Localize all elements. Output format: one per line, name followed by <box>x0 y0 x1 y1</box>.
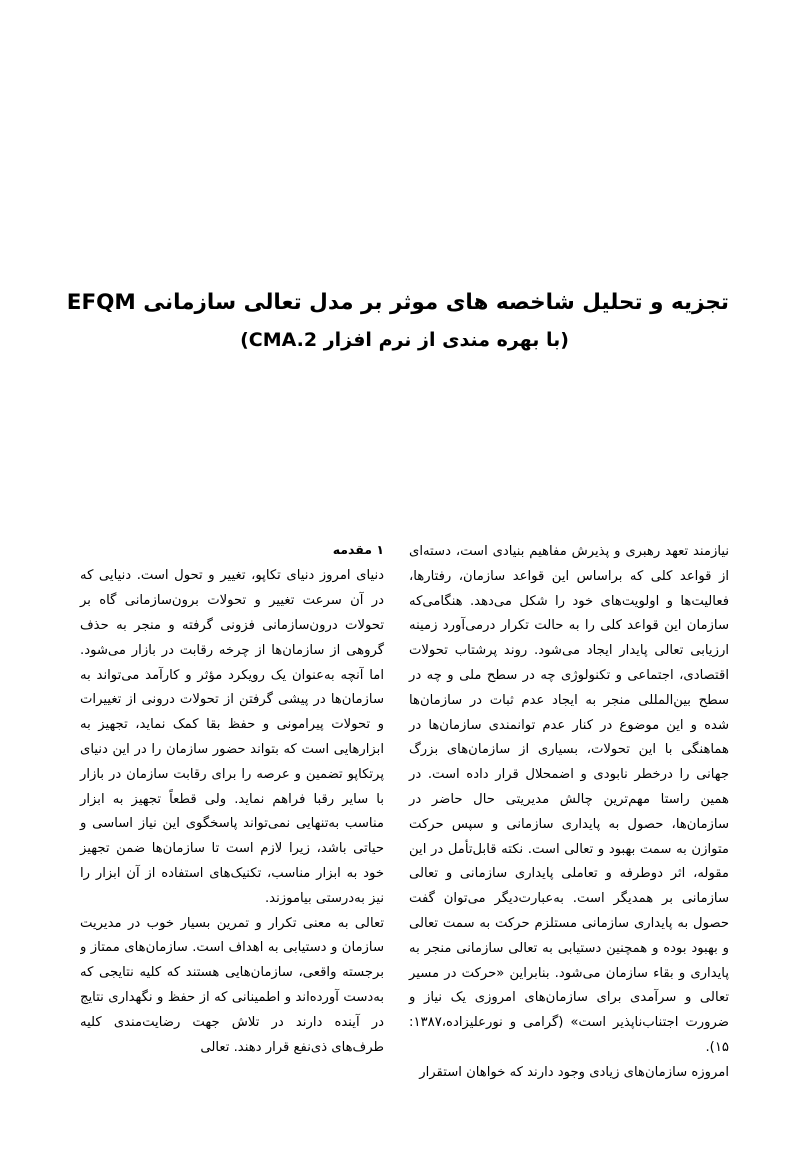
paragraph: نیازمند تعهد رهبری و پذیرش مفاهیم بنیادی است، دسته‌ای از قواعد کلی که براساس این قواعد سازمان، رفتارها، فعالیت‌ها و اولویت‌های خود را شکل می‌دهد. هنگامی‌که سازمان این قواعد کلی را به حالت تکرار درمی‌آورد زمینه ارزیابی تعالی پایدار ایجاد می‌شود. روند پرشتاب تحولات اقتصادی، اجتماعی و تکنولوژی چه در سطح ملی و چه در سطح بین‌المللی منجر به ایجاد عدم ثبات در سازمان‌ها شده و این موضوع در کنار عدم توانمندی سازمان‌ها در هماهنگی با این تحولات، بسیاری از سازمان‌های بزرگ جهانی را درخطر نابودی و اضمحلال قرار داده است. در همین راستا مهم‌ترین چالش مدیریتی حال حاضر در سازمان‌ها، حصول به پایداری سازمانی و سپس حرکت متوازن به سمت بهبود و تعالی است. نکته قابل‌تأمل در این مقوله، اثر دوطرفه و تعاملی پایداری سازمانی و تعالی سازمانی بر همدیگر است. به‌عبارت‌دیگر می‌توان گفت حصول به پایداری سازمانی مستلزم حرکت به سمت تعالی و بهبود بوده و همچنین دستیابی به تعالی سازمانی منجر به پایداری و بقاء سازمان می‌شود. بنابراین «حرکت در مسیر تعالی و سرآمدی برای سازمان‌های امروزی یک نیاز و ضرورت اجتناب‌ناپذیر است» (گرامی و نورعلیزاده،۱۳۸۷: ۱۵). <box>409 544 729 1055</box>
column-right <box>80 540 384 1060</box>
column-left <box>409 540 729 1080</box>
title-block <box>66 288 729 354</box>
page-title: تجزیه و تحلیل شاخصه های موثر بر مدل تعالی سازمانی EFQM <box>66 290 729 315</box>
paragraph: تعالی به معنی تکرار و تمرین بسیار خوب در مدیریت سازمان و دستیابی به اهداف است. سازمان‌های ممتاز و برجسته واقعی، سازمان‌هایی هستند که کلیه نتایجی که به‌دست آورده‌اند و اطمینانی که از حفظ و نگهداری نتایج در آینده دارند در تلاش جهت رضایت‌مندی کلیه طرف‌های ذی‌نفع قرار دهند. تعالی <box>80 915 384 1055</box>
paragraph: دنیای امروز دنیای تکاپو، تغییر و تحول است. دنیایی که در آن سرعت تغییر و تحولات برون‌سازمانی گاه بر تحولات درون‌سازمانی فزونی گرفته و منجر به حذف گروهی از سازمان‌ها از چرخه رقابت در بازار می‌شود. اما آنچه به‌عنوان یک رویکرد مؤثر و کارآمد می‌تواند به سازمان‌ها در پیشی گرفتن از تحولات درونی از تغییرات و تحولات پیرامونی و حفظ بقا کمک نماید، تجهیز به ابزارهایی است که بتواند حضور سازمان را در این دنیای پرتکاپو تضمین و عرصه را برای رقابت سازمان در بازار با سایر رقبا فراهم نماید. ولی قطعاً تجهیز به ابزار مناسب به‌تنهایی نمی‌تواند پاسخگوی این نیاز اساسی و حیاتی باشد، زیرا لازم است تا سازمان‌ها ضمن تجهیز خود به ابزار مناسب، تکنیک‌های استفاده از آن ابزار را نیز به‌درستی بیاموزند. <box>80 568 384 906</box>
paragraph: امروزه سازمان‌های زیادی وجود دارند که خواهان استقرار <box>419 1064 729 1080</box>
body-columns <box>80 540 729 1080</box>
page-subtitle: (با بهره مندی از نرم افزار CMA.2) <box>240 328 569 351</box>
section-heading-introduction: ۱ مقدمه <box>332 542 384 557</box>
